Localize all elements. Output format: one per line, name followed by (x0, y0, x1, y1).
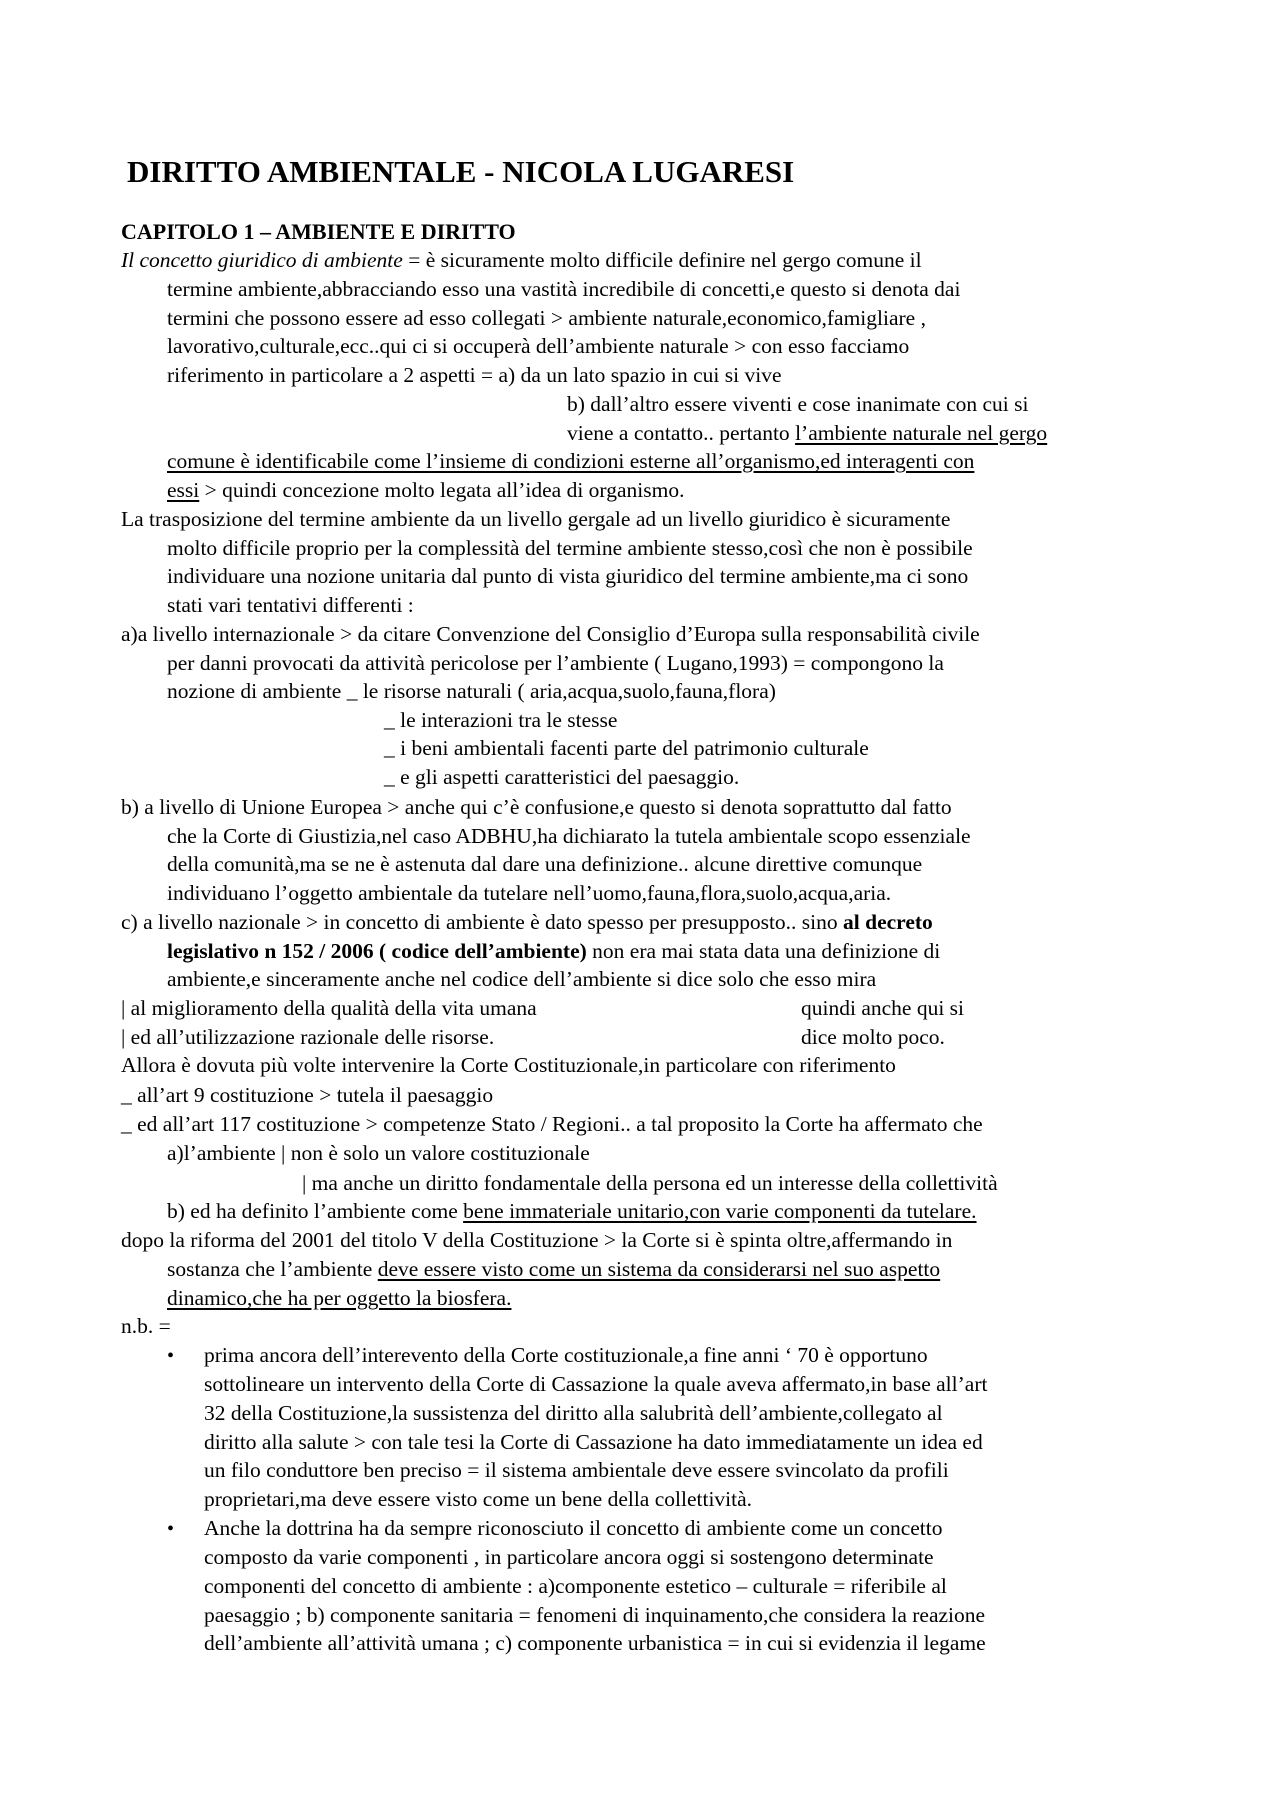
bullet-1-line-4: diritto alla salute > con tale tesi la Corte di Cassazione ha dato immediatamente un idea ed (204, 1430, 983, 1454)
pc-line-3: ambiente,e sinceramente anche nel codice dell’ambiente si dice solo che esso mira (167, 967, 877, 991)
chapter-heading: CAPITOLO 1 – AMBIENTE E DIRITTO (121, 219, 516, 244)
bullet-2-line-2: composto da varie componenti , in particolare ancora oggi si sostengono determinate (204, 1545, 934, 1569)
nb-label: n.b. = (121, 1314, 171, 1338)
p1-underlined-1: l’ambiente naturale nel gergo (795, 421, 1048, 445)
document-title: DIRITTO AMBIENTALE - NICOLA LUGARESI (127, 154, 795, 189)
p1-italic-term: Il concetto giuridico di ambiente (121, 248, 403, 272)
pd-underlined-2: deve essere visto come un sistema da considerarsi nel suo aspetto (377, 1257, 941, 1281)
p1-line-1-text: = è sicuramente molto difficile definire nel gergo comune il (402, 248, 922, 272)
pc-line-5a: | ed all’utilizzazione razionale delle risorse. (121, 1025, 495, 1049)
p2-line-4: stati vari tentativi differenti : (167, 593, 414, 617)
pa-line-1: a)a livello internazionale > da citare Convenzione del Consiglio d’Europa sulla responsabilità civile (121, 622, 980, 646)
p1-line-9-text: > quindi concezione molto legata all’idea di organismo. (199, 478, 685, 502)
bullet-2-line-4: paesaggio ; b) componente sanitaria = fenomeni di inquinamento,che considera la reazione (204, 1603, 986, 1627)
pc-line-4a: | al miglioramento della qualità della vita umana (121, 996, 537, 1020)
pd-underlined-3: dinamico,che ha per oggetto la biosfera. (167, 1286, 512, 1310)
pa-line-3: nozione di ambiente _ le risorse naturali ( aria,acqua,suolo,fauna,flora) (167, 679, 776, 703)
p1-line-3: termini che possono essere ad esso collegati > ambiente naturale,economico,famigliare , (167, 306, 926, 330)
pc-bold-2: legislativo n 152 / 2006 ( codice dell’ambiente) (167, 939, 587, 963)
p1-underlined-3: essi (167, 478, 200, 502)
pd-line-3: _ ed all’art 117 costituzione > competenze Stato / Regioni.. a tal proposito la Corte ha affermato che (121, 1112, 983, 1136)
pa-line-2: per danni provocati da attività pericolose per l’ambiente ( Lugano,1993) = compongono la (167, 651, 944, 675)
pd-line-6 (167, 1197, 977, 1226)
pa-line-5: _ i beni ambientali facenti parte del patrimonio culturale (384, 736, 869, 760)
bullet-2-line-3: componenti del concetto di ambiente : a)componente estetico – culturale = riferibile al (204, 1574, 947, 1598)
p1-line-4: lavorativo,culturale,ecc..qui ci si occuperà dell’ambiente naturale > con esso facciamo (167, 334, 910, 358)
p1-line-8 (167, 447, 974, 476)
bullet-2-line-1: Anche la dottrina ha da sempre riconosciuto il concetto di ambiente come un concetto (204, 1516, 943, 1540)
pd-line-9 (167, 1284, 511, 1313)
bullet-1-line-2: sottolineare un intervento della Corte di Cassazione la quale aveva affermato,in base all’art (204, 1372, 988, 1396)
pd-line-1: Allora è dovuta più volte intervenire la Corte Costituzionale,in particolare con riferimento (121, 1053, 896, 1077)
pb-line-2: che la Corte di Giustizia,nel caso ADBHU,ha dichiarato la tutela ambientale scopo essenziale (167, 824, 971, 848)
pb-line-4: individuano l’oggetto ambientale da tutelare nell’uomo,fauna,flora,suolo,acqua,aria. (167, 881, 892, 905)
pd-line-8 (167, 1255, 940, 1284)
p1-line-7 (567, 419, 1047, 448)
p2-line-2: molto difficile proprio per la complessità del termine ambiente stesso,così che non è possibile (167, 536, 973, 560)
p2-line-3: individuare una nozione unitaria dal punto di vista giuridico del termine ambiente,ma ci sono (167, 564, 969, 588)
p1-line-2: termine ambiente,abbracciando esso una vastità incredibile di concetti,e questo si denota dai (167, 277, 961, 301)
p1-line-7-text: viene a contatto.. pertanto (567, 421, 796, 445)
pc-line-4b: quindi anche qui si (801, 996, 965, 1020)
p2-line-1: La trasposizione del termine ambiente da un livello gergale ad un livello giuridico è sicuramente (121, 507, 951, 531)
p1-underlined-2: comune è identificabile come l’insieme di condizioni esterne all’organismo,ed interagenti con (167, 449, 975, 473)
pc-bold-1: al decreto (843, 910, 933, 934)
pd-underlined-1: bene immateriale unitario,con varie componenti da tutelare. (463, 1199, 977, 1223)
p1-line-1 (121, 246, 922, 275)
pa-line-6: _ e gli aspetti caratteristici del paesaggio. (384, 765, 740, 789)
pc-line-1 (121, 908, 933, 937)
pd-line-2: _ all’art 9 costituzione > tutela il paesaggio (121, 1083, 494, 1107)
bullet-2-glyph: • (167, 1518, 175, 1540)
bullet-1-line-3: 32 della Costituzione,la sussistenza del diritto alla salubrità dell’ambiente,collegato al (204, 1401, 943, 1425)
pd-line-5: | ma anche un diritto fondamentale della persona ed un interesse della collettività (302, 1171, 998, 1195)
pb-line-1: b) a livello di Unione Europea > anche qui c’è confusione,e questo si denota soprattutto dal fatto (121, 795, 952, 819)
pd-line-6-text: b) ed ha definito l’ambiente come (167, 1199, 464, 1223)
pd-line-7: dopo la riforma del 2001 del titolo V della Costituzione > la Corte si è spinta oltre,affermando in (121, 1228, 953, 1252)
pb-line-3: della comunità,ma se ne è astenuta dal dare una definizione.. alcune direttive comunque (167, 852, 923, 876)
pc-line-2-text: non era mai stata data una definizione di (586, 939, 941, 963)
bullet-1-line-6: proprietari,ma deve essere visto come un bene della collettività. (204, 1487, 753, 1511)
p1-line-6: b) dall’altro essere viventi e cose inanimate con cui si (567, 392, 1029, 416)
bullet-2-line-5: dell’ambiente all’attività umana ; c) componente urbanistica = in cui si evidenzia il legame (204, 1631, 986, 1655)
p1-line-5: riferimento in particolare a 2 aspetti = a) da un lato spazio in cui si vive (167, 363, 782, 387)
pd-line-8-text: sostanza che l’ambiente (167, 1257, 378, 1281)
pc-line-1-text: c) a livello nazionale > in concetto di ambiente è dato spesso per presupposto.. sino (121, 910, 844, 934)
pc-line-2 (167, 937, 940, 966)
p1-line-9 (167, 476, 684, 505)
bullet-1-glyph: • (167, 1345, 175, 1367)
bullet-1-line-5: un filo conduttore ben preciso = il sistema ambientale deve essere svincolato da profili (204, 1458, 949, 1482)
pc-line-5b: dice molto poco. (801, 1025, 945, 1049)
bullet-1-line-1: prima ancora dell’interevento della Corte costituzionale,a fine anni ‘ 70 è opportuno (204, 1343, 928, 1367)
pd-line-4: a)l’ambiente | non è solo un valore costituzionale (167, 1141, 590, 1165)
pa-line-4: _ le interazioni tra le stesse (384, 708, 618, 732)
